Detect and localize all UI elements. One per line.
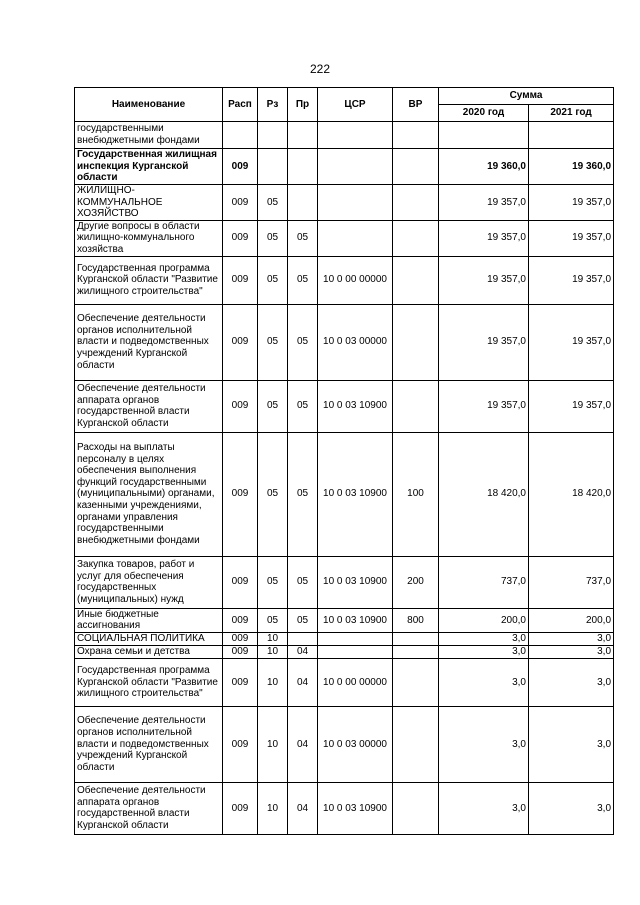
row-rz-cell: 10 — [258, 658, 288, 706]
row-csr-cell — [318, 185, 393, 221]
row-csr-cell — [318, 220, 393, 256]
row-2020-cell: 18 420,0 — [439, 432, 529, 556]
row-pr-cell: 04 — [288, 706, 318, 782]
row-2021-cell: 19 357,0 — [529, 380, 614, 432]
row-rasp-cell: 009 — [223, 220, 258, 256]
header-2021: 2021 год — [529, 105, 614, 122]
row-rasp-cell: 009 — [223, 149, 258, 185]
row-name-cell: Государственная жилищная инспекция Курганской области — [75, 149, 223, 185]
row-rz-cell: 05 — [258, 608, 288, 632]
row-csr-cell: 10 0 03 10900 — [318, 782, 393, 834]
header-rz: Рз — [258, 88, 288, 122]
budget-table — [74, 87, 614, 835]
row-rasp-cell: 009 — [223, 706, 258, 782]
header-row-top — [75, 88, 614, 105]
row-name-cell: Охрана семьи и детства — [75, 645, 223, 658]
row-rz-cell — [258, 122, 288, 149]
row-vr-cell — [393, 122, 439, 149]
row-rz-cell — [258, 149, 288, 185]
table-row — [75, 632, 614, 645]
row-2021-cell: 19 357,0 — [529, 185, 614, 221]
row-2020-cell — [439, 122, 529, 149]
table-row — [75, 556, 614, 608]
row-2021-cell — [529, 122, 614, 149]
header-rasp: Расп — [223, 88, 258, 122]
row-vr-cell — [393, 782, 439, 834]
row-2020-cell: 737,0 — [439, 556, 529, 608]
header-sum: Сумма — [439, 88, 614, 105]
row-name-cell: СОЦИАЛЬНАЯ ПОЛИТИКА — [75, 632, 223, 645]
row-vr-cell — [393, 185, 439, 221]
row-name-cell: Другие вопросы в области жилищно-коммунального хозяйства — [75, 220, 223, 256]
table-row — [75, 304, 614, 380]
row-csr-cell — [318, 149, 393, 185]
row-rz-cell: 05 — [258, 304, 288, 380]
row-vr-cell — [393, 645, 439, 658]
row-rasp-cell: 009 — [223, 304, 258, 380]
row-vr-cell — [393, 658, 439, 706]
row-pr-cell: 05 — [288, 220, 318, 256]
row-pr-cell: 05 — [288, 380, 318, 432]
row-2021-cell: 18 420,0 — [529, 432, 614, 556]
row-csr-cell: 10 0 03 10900 — [318, 608, 393, 632]
row-2020-cell: 3,0 — [439, 632, 529, 645]
row-vr-cell — [393, 380, 439, 432]
row-2021-cell: 19 357,0 — [529, 256, 614, 304]
row-rasp-cell: 009 — [223, 782, 258, 834]
row-2020-cell: 200,0 — [439, 608, 529, 632]
row-2020-cell: 3,0 — [439, 782, 529, 834]
row-vr-cell — [393, 256, 439, 304]
row-rz-cell: 05 — [258, 380, 288, 432]
row-vr-cell — [393, 149, 439, 185]
row-rz-cell: 10 — [258, 706, 288, 782]
row-rz-cell: 10 — [258, 782, 288, 834]
row-csr-cell: 10 0 03 10900 — [318, 380, 393, 432]
row-pr-cell: 05 — [288, 556, 318, 608]
page-number: 222 — [309, 62, 331, 76]
row-vr-cell — [393, 706, 439, 782]
row-csr-cell — [318, 122, 393, 149]
row-name-cell: Обеспечение деятельности аппарата органов государственной власти Курганской области — [75, 380, 223, 432]
row-2021-cell: 3,0 — [529, 658, 614, 706]
row-vr-cell: 200 — [393, 556, 439, 608]
row-name-cell: государственными внебюджетными фондами — [75, 122, 223, 149]
row-2021-cell: 200,0 — [529, 608, 614, 632]
row-pr-cell: 05 — [288, 256, 318, 304]
row-csr-cell: 10 0 03 00000 — [318, 706, 393, 782]
row-2021-cell: 19 360,0 — [529, 149, 614, 185]
table-row — [75, 380, 614, 432]
row-csr-cell: 10 0 00 00000 — [318, 256, 393, 304]
row-rasp-cell: 009 — [223, 256, 258, 304]
header-name: Наименование — [75, 88, 223, 122]
row-name-cell: ЖИЛИЩНО-КОММУНАЛЬНОЕ ХОЗЯЙСТВО — [75, 185, 223, 221]
row-pr-cell: 04 — [288, 645, 318, 658]
row-csr-cell — [318, 632, 393, 645]
row-rasp-cell: 009 — [223, 432, 258, 556]
row-name-cell: Иные бюджетные ассигнования — [75, 608, 223, 632]
row-rz-cell: 05 — [258, 220, 288, 256]
table-row — [75, 608, 614, 632]
row-2020-cell: 19 357,0 — [439, 304, 529, 380]
header-csr: ЦСР — [318, 88, 393, 122]
row-rasp-cell: 009 — [223, 380, 258, 432]
row-2021-cell: 3,0 — [529, 645, 614, 658]
row-rasp-cell: 009 — [223, 185, 258, 221]
row-pr-cell: 04 — [288, 658, 318, 706]
row-name-cell: Государственная программа Курганской области "Развитие жилищного строительства" — [75, 256, 223, 304]
row-vr-cell — [393, 304, 439, 380]
row-rasp-cell — [223, 122, 258, 149]
row-2020-cell: 3,0 — [439, 706, 529, 782]
row-2021-cell: 3,0 — [529, 706, 614, 782]
row-rasp-cell: 009 — [223, 658, 258, 706]
row-csr-cell — [318, 645, 393, 658]
row-2020-cell: 19 357,0 — [439, 256, 529, 304]
table-row — [75, 432, 614, 556]
row-pr-cell: 04 — [288, 782, 318, 834]
table-row — [75, 782, 614, 834]
row-2020-cell: 3,0 — [439, 645, 529, 658]
row-rasp-cell: 009 — [223, 608, 258, 632]
row-csr-cell: 10 0 03 00000 — [318, 304, 393, 380]
table-row — [75, 185, 614, 221]
row-name-cell: Государственная программа Курганской области "Развитие жилищного строительства" — [75, 658, 223, 706]
row-2020-cell: 3,0 — [439, 658, 529, 706]
row-csr-cell: 10 0 03 10900 — [318, 432, 393, 556]
row-rz-cell: 05 — [258, 432, 288, 556]
row-vr-cell — [393, 220, 439, 256]
row-2021-cell: 3,0 — [529, 632, 614, 645]
row-2021-cell: 19 357,0 — [529, 220, 614, 256]
table-row — [75, 645, 614, 658]
row-pr-cell — [288, 149, 318, 185]
row-2020-cell: 19 360,0 — [439, 149, 529, 185]
row-rz-cell: 10 — [258, 632, 288, 645]
row-csr-cell: 10 0 03 10900 — [318, 556, 393, 608]
table-row — [75, 122, 614, 149]
table-row — [75, 658, 614, 706]
row-pr-cell: 05 — [288, 304, 318, 380]
header-2020: 2020 год — [439, 105, 529, 122]
row-rz-cell: 05 — [258, 256, 288, 304]
row-rz-cell: 10 — [258, 645, 288, 658]
row-pr-cell — [288, 632, 318, 645]
header-pr: Пр — [288, 88, 318, 122]
row-2021-cell: 3,0 — [529, 782, 614, 834]
row-rasp-cell: 009 — [223, 632, 258, 645]
row-rasp-cell: 009 — [223, 556, 258, 608]
row-name-cell: Расходы на выплаты персоналу в целях обеспечения выполнения функций государственными (муниципальными) органами, казенными учреждениями, органами управления государственными внебюджетными фондами — [75, 432, 223, 556]
row-pr-cell: 05 — [288, 608, 318, 632]
row-vr-cell: 100 — [393, 432, 439, 556]
row-vr-cell — [393, 632, 439, 645]
header-vr: ВР — [393, 88, 439, 122]
row-2021-cell: 19 357,0 — [529, 304, 614, 380]
table-row — [75, 149, 614, 185]
row-rasp-cell: 009 — [223, 645, 258, 658]
row-pr-cell: 05 — [288, 432, 318, 556]
row-vr-cell: 800 — [393, 608, 439, 632]
row-2020-cell: 19 357,0 — [439, 380, 529, 432]
row-pr-cell — [288, 185, 318, 221]
table-row — [75, 706, 614, 782]
row-rz-cell: 05 — [258, 556, 288, 608]
row-2021-cell: 737,0 — [529, 556, 614, 608]
row-rz-cell: 05 — [258, 185, 288, 221]
row-2020-cell: 19 357,0 — [439, 220, 529, 256]
row-pr-cell — [288, 122, 318, 149]
row-2020-cell: 19 357,0 — [439, 185, 529, 221]
row-name-cell: Обеспечение деятельности аппарата органов государственной власти Курганской области — [75, 782, 223, 834]
row-csr-cell: 10 0 00 00000 — [318, 658, 393, 706]
table-row — [75, 256, 614, 304]
table-body — [75, 122, 614, 835]
row-name-cell: Закупка товаров, работ и услуг для обеспечения государственных (муниципальных) нужд — [75, 556, 223, 608]
table-row — [75, 220, 614, 256]
row-name-cell: Обеспечение деятельности органов исполнительной власти и подведомственных учреждений Курганской области — [75, 304, 223, 380]
row-name-cell: Обеспечение деятельности органов исполнительной власти и подведомственных учреждений Курганской области — [75, 706, 223, 782]
